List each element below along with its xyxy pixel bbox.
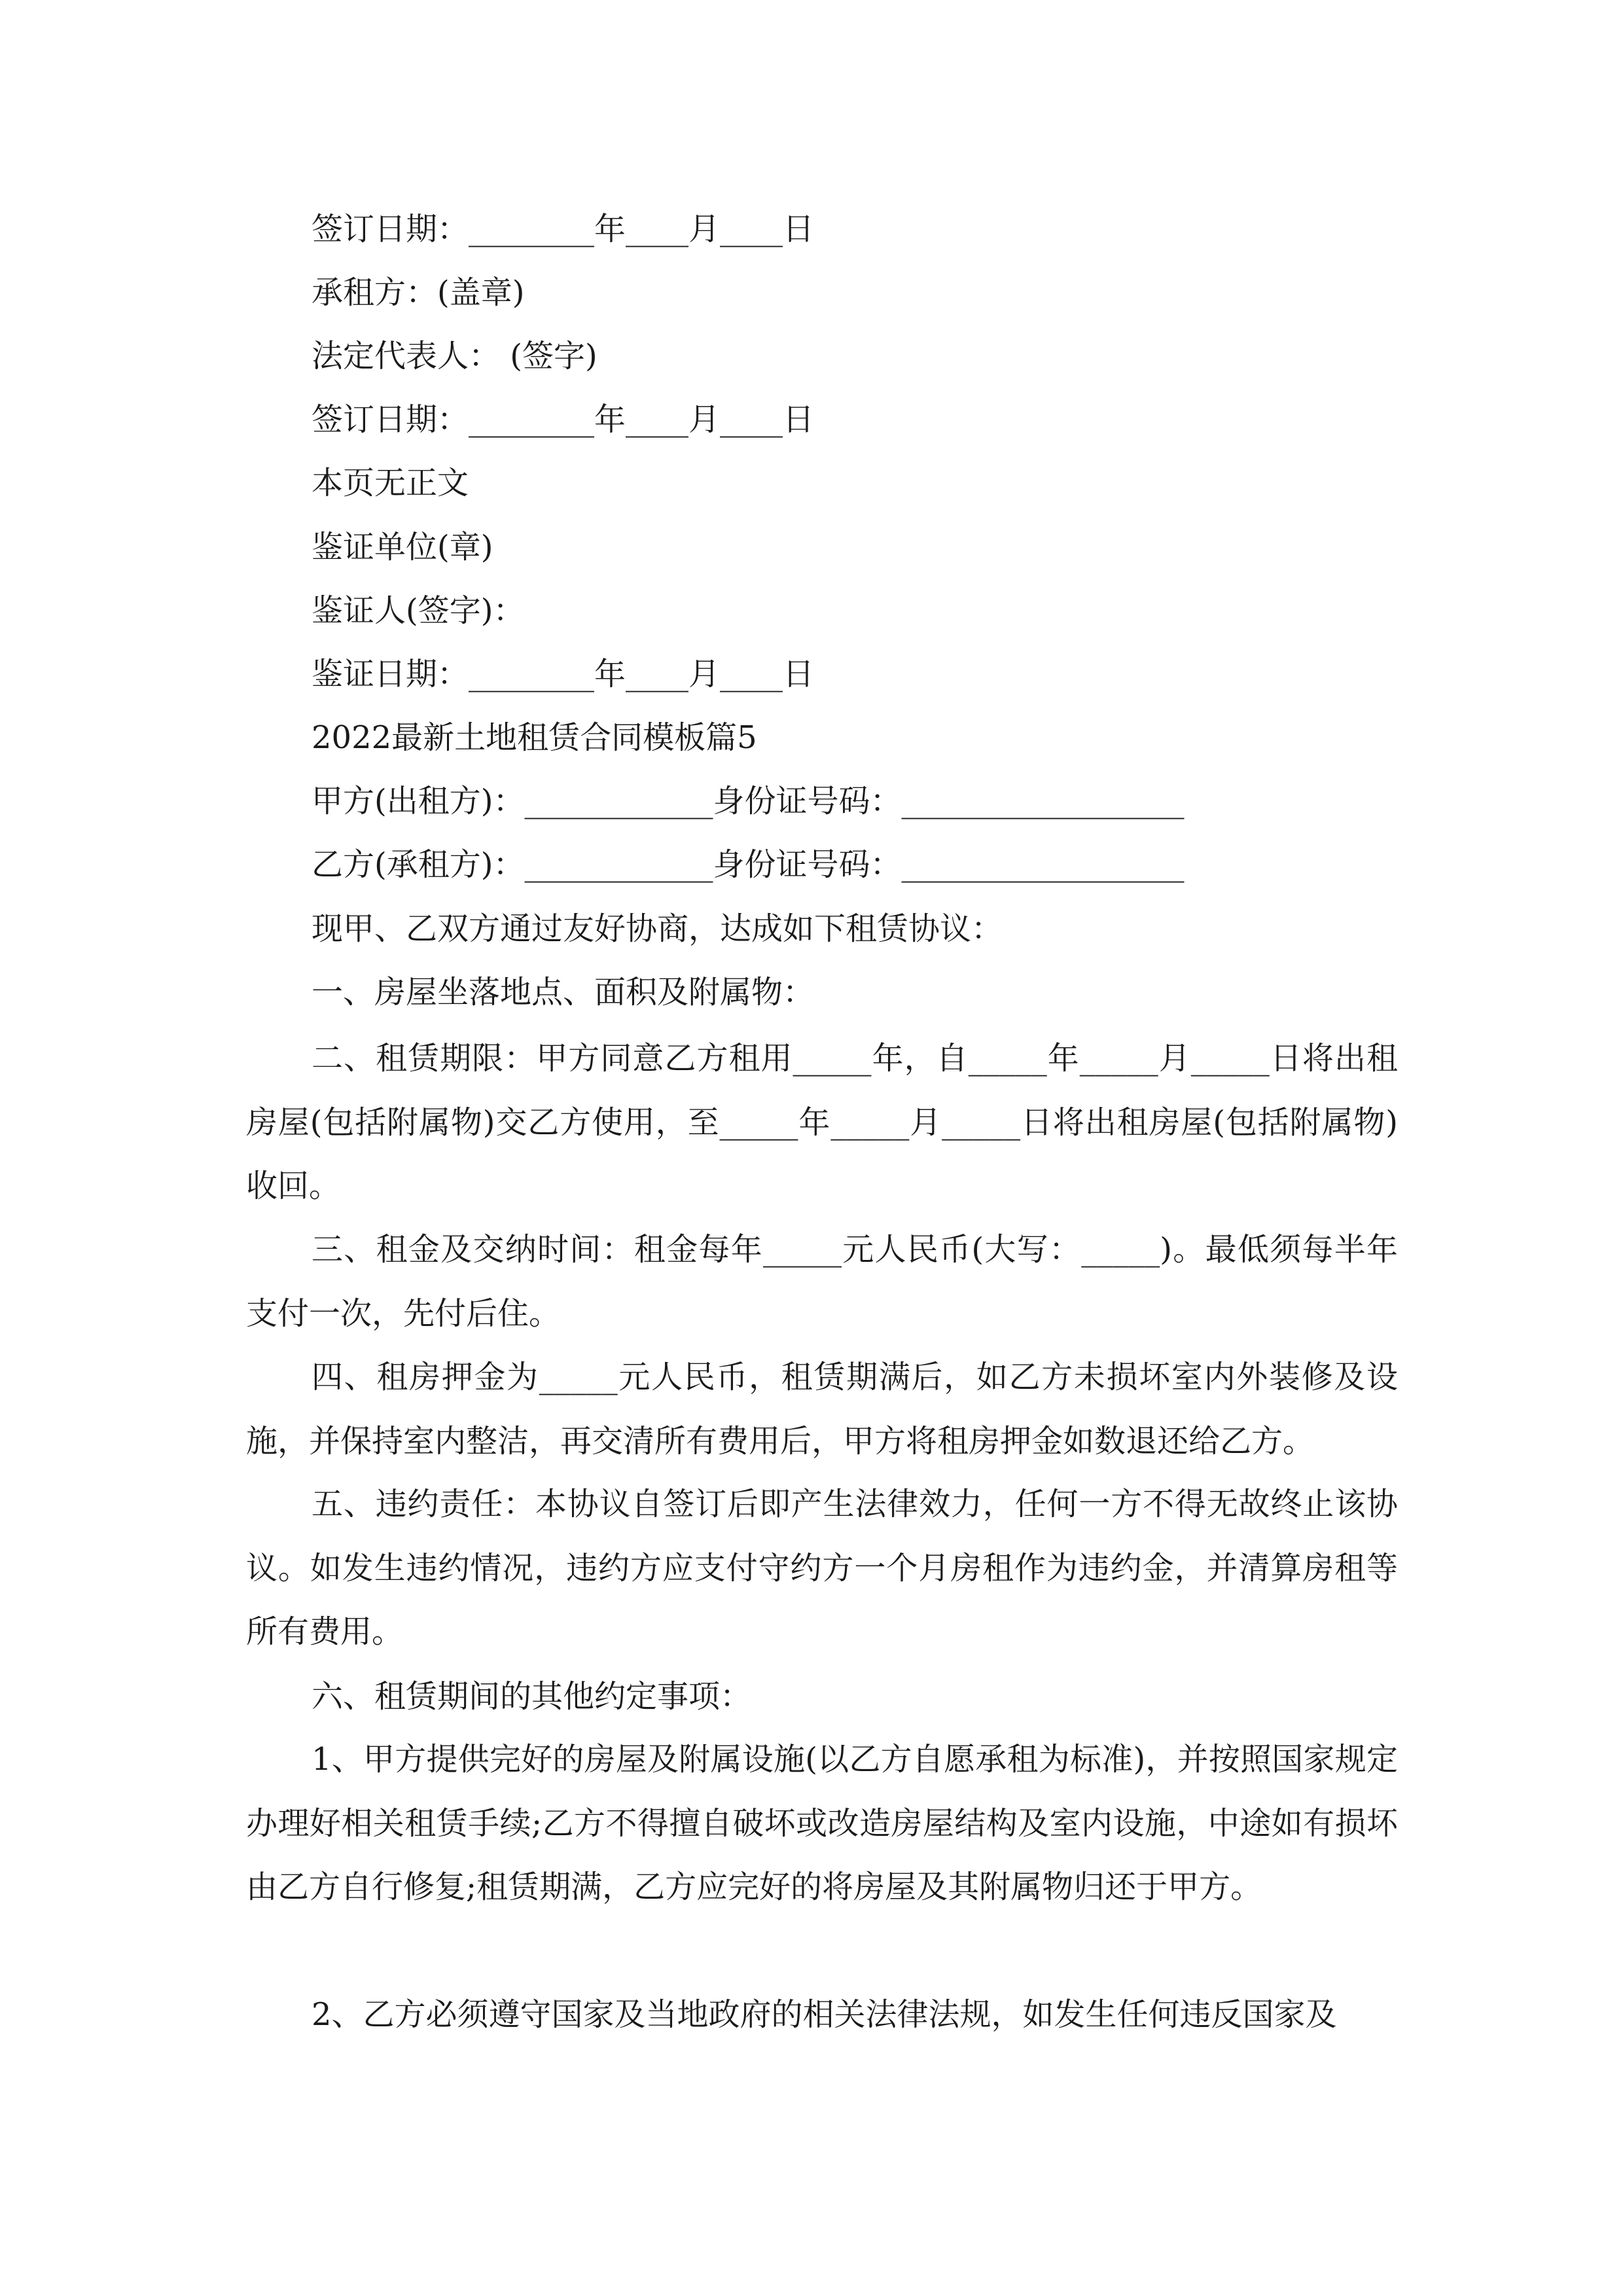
clause-2: 二、租赁期限：甲方同意乙方租用_____年，自_____年_____月_____日将出租房屋(包括附属物)交乙方使用，至_____年_____月_____日将出租房屋(包括附属物)收回。 [246, 1040, 1398, 1204]
clause-6: 六、租赁期间的其他约定事项： [312, 1678, 752, 1715]
notary-date: 鉴证日期：________年____月____日 [312, 656, 815, 692]
legal-representative: 法定代表人： (签字) [312, 338, 597, 374]
sign-date-1: 签订日期：________年____月____日 [312, 211, 815, 247]
party-a: 甲方(出租方)：____________身份证号码：__________________ [312, 783, 1185, 819]
lessee-seal: 承租方：(盖章) [312, 274, 525, 311]
party-b: 乙方(承租方)：____________身份证号码：__________________ [312, 846, 1185, 883]
section-title: 2022最新土地租赁合同模板篇5 [312, 719, 757, 756]
notary-person: 鉴证人(签字)： [312, 592, 525, 629]
no-body-text: 本页无正文 [312, 465, 469, 501]
clause-5: 五、违约责任：本协议自签订后即产生法律效力，任何一方不得无故终止该协议。如发生违约情况，违约方应支付守约方一个月房租作为违约金，并清算房租等所有费用。 [246, 1486, 1398, 1650]
clause-6-item-2: 2、乙方必须遵守国家及当地政府的相关法律法规，如发生任何违反国家及 [312, 1996, 1337, 2033]
clause-3: 三、租金及交纳时间：租金每年_____元人民币(大写：_____)。最低须每半年支付一次，先付后住。 [246, 1231, 1398, 1332]
clause-1: 一、房屋坐落地点、面积及附属物： [312, 974, 815, 1011]
intro: 现甲、乙双方通过友好协商，达成如下租赁协议： [312, 910, 1003, 947]
clause-6-item-1: 1、甲方提供完好的房屋及附属设施(以乙方自愿承租为标准)，并按照国家规定办理好相关租赁手续;乙方不得擅自破坏或改造房屋结构及室内设施，中途如有损坏由乙方自行修复;租赁期满，乙方应完好的将房屋及其附属物归还于甲方。 [246, 1741, 1398, 1905]
sign-date-2: 签订日期：________年____月____日 [312, 401, 815, 438]
clause-4: 四、租房押金为_____元人民币，租赁期满后，如乙方未损坏室内外装修及设施，并保持室内整洁，再交清所有费用后，甲方将租房押金如数退还给乙方。 [246, 1359, 1398, 1460]
notary-unit: 鉴证单位(章) [312, 529, 493, 565]
